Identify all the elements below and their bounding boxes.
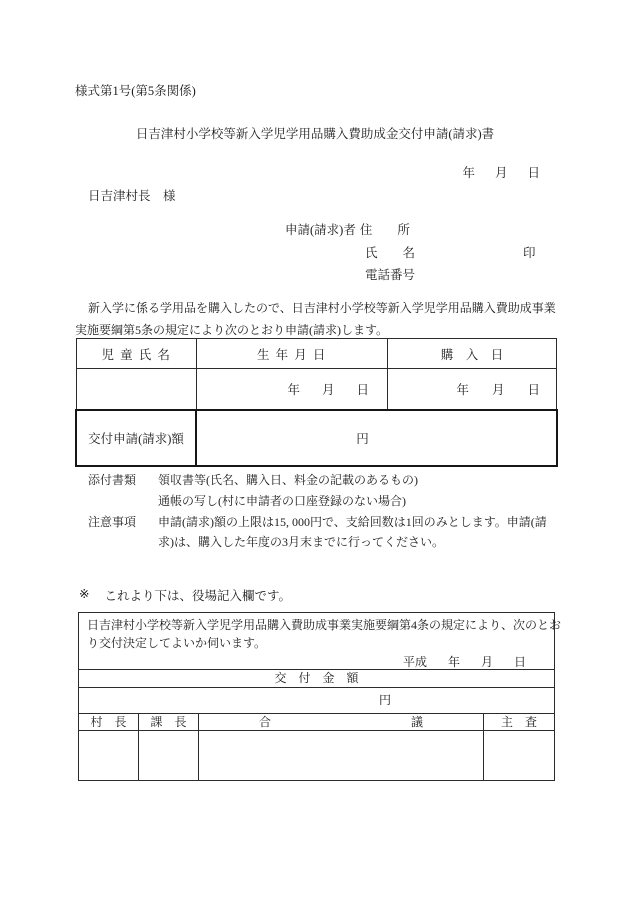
purchase-year-label: 年 bbox=[456, 383, 469, 397]
notes-line-2: 求)は、購入した年度の3月末までに行ってください。 bbox=[158, 535, 444, 550]
birth-month-label: 月 bbox=[321, 383, 335, 397]
council-header-left: 合 bbox=[258, 715, 271, 729]
purchase-month-label: 月 bbox=[491, 383, 505, 397]
statement-line-2: 実施要綱第5条の規定により次のとおり申請(請求)します。 bbox=[75, 323, 389, 337]
office-yen-unit: 円 bbox=[379, 693, 392, 707]
office-statement-line-1: 日吉津村小学校等新入学児学用品購入費助成事業実施要綱第4条の規定により、次のとお bbox=[87, 618, 562, 632]
amount-label: 交付申請(請求)額 bbox=[77, 411, 197, 465]
address-label: 住 所 bbox=[359, 223, 410, 237]
council-header-right: 議 bbox=[411, 715, 424, 729]
mayor-stamp-cell bbox=[79, 731, 138, 780]
application-statement bbox=[75, 297, 561, 341]
main-table-entry-row bbox=[77, 368, 556, 409]
amount-field bbox=[197, 411, 556, 465]
office-month-label: 月 bbox=[480, 655, 493, 669]
examiner-header: 主 査 bbox=[483, 714, 554, 730]
attachments-line-2: 通帳の写し(村に申請者の口座登録のない場合) bbox=[158, 493, 406, 508]
section-chief-header: 課 長 bbox=[138, 714, 198, 730]
grant-amount-header: 交 付 金 額 bbox=[79, 669, 554, 687]
yen-unit: 円 bbox=[356, 432, 369, 446]
attachments-line-1: 領収書等(氏名、購入日、料金の記載のあるもの) bbox=[158, 473, 418, 487]
addressee: 日吉津村長 様 bbox=[88, 189, 176, 203]
office-day-label: 日 bbox=[513, 655, 526, 669]
asterisk-mark: ※ bbox=[79, 587, 90, 601]
statement-line-1: 新入学に係る学用品を購入したので、日吉津村小学校等新入学児学用品購入費助成事業 bbox=[88, 301, 556, 315]
notes-line-1: 申請(請求)額の上限は15, 000円で、支給回数は1回のみとします。申請(請 bbox=[158, 514, 547, 529]
month-label: 月 bbox=[494, 166, 508, 180]
office-year-label: 年 bbox=[447, 655, 460, 669]
attachments-label: 添付書類 bbox=[88, 473, 137, 487]
purchase-day-label: 日 bbox=[527, 383, 540, 397]
applicant-line bbox=[285, 219, 537, 242]
spacer bbox=[88, 532, 158, 553]
seal-mark: 印 bbox=[523, 245, 536, 260]
council-header bbox=[198, 714, 483, 730]
phone-label: 電話番号 bbox=[365, 268, 416, 282]
day-label: 日 bbox=[527, 166, 540, 180]
notes-label: 注意事項 bbox=[88, 514, 137, 529]
name-line bbox=[365, 242, 537, 265]
birth-date-header: 生 年 月 日 bbox=[196, 339, 387, 368]
office-section-note bbox=[79, 586, 291, 604]
spacer bbox=[88, 491, 158, 512]
page-title: 日吉津村小学校等新入学児学用品購入費助成金交付申請(請求)書 bbox=[135, 127, 495, 141]
form-number: 様式第1号(第5条関係) bbox=[75, 84, 196, 98]
era-label: 平成 bbox=[402, 655, 427, 669]
main-table bbox=[76, 338, 557, 467]
phone-line bbox=[365, 264, 537, 287]
office-section-note-text: これより下は、役場記入欄です。 bbox=[104, 589, 291, 603]
amount-row bbox=[75, 409, 558, 467]
date-line bbox=[76, 163, 540, 181]
birth-date-field bbox=[196, 369, 387, 409]
office-statement-line-2: り交付決定してよいか伺います。 bbox=[87, 636, 267, 650]
approval-stamp-row bbox=[79, 730, 554, 780]
applicant-block bbox=[285, 219, 537, 287]
section-chief-stamp-cell bbox=[138, 731, 198, 780]
year-label: 年 bbox=[462, 166, 475, 180]
approval-header-row bbox=[79, 713, 554, 730]
examiner-stamp-cell bbox=[483, 731, 554, 780]
birth-day-label: 日 bbox=[356, 383, 369, 397]
grant-amount-field bbox=[79, 687, 554, 713]
mayor-header: 村 長 bbox=[90, 715, 127, 729]
child-name-field bbox=[77, 369, 196, 409]
purchase-date-field bbox=[387, 369, 556, 409]
birth-year-label: 年 bbox=[287, 383, 300, 397]
council-stamp-cell bbox=[198, 731, 483, 780]
office-statement bbox=[79, 613, 562, 669]
applicant-label: 申請(請求)者 bbox=[285, 223, 356, 237]
name-label: 氏 名 bbox=[365, 245, 416, 260]
attachments-and-notes bbox=[88, 470, 547, 553]
child-name-header: 児 童 氏 名 bbox=[101, 347, 172, 362]
purchase-date-header: 購 入 日 bbox=[387, 339, 556, 368]
main-table-header-row bbox=[77, 339, 556, 368]
office-use-table bbox=[78, 612, 562, 781]
